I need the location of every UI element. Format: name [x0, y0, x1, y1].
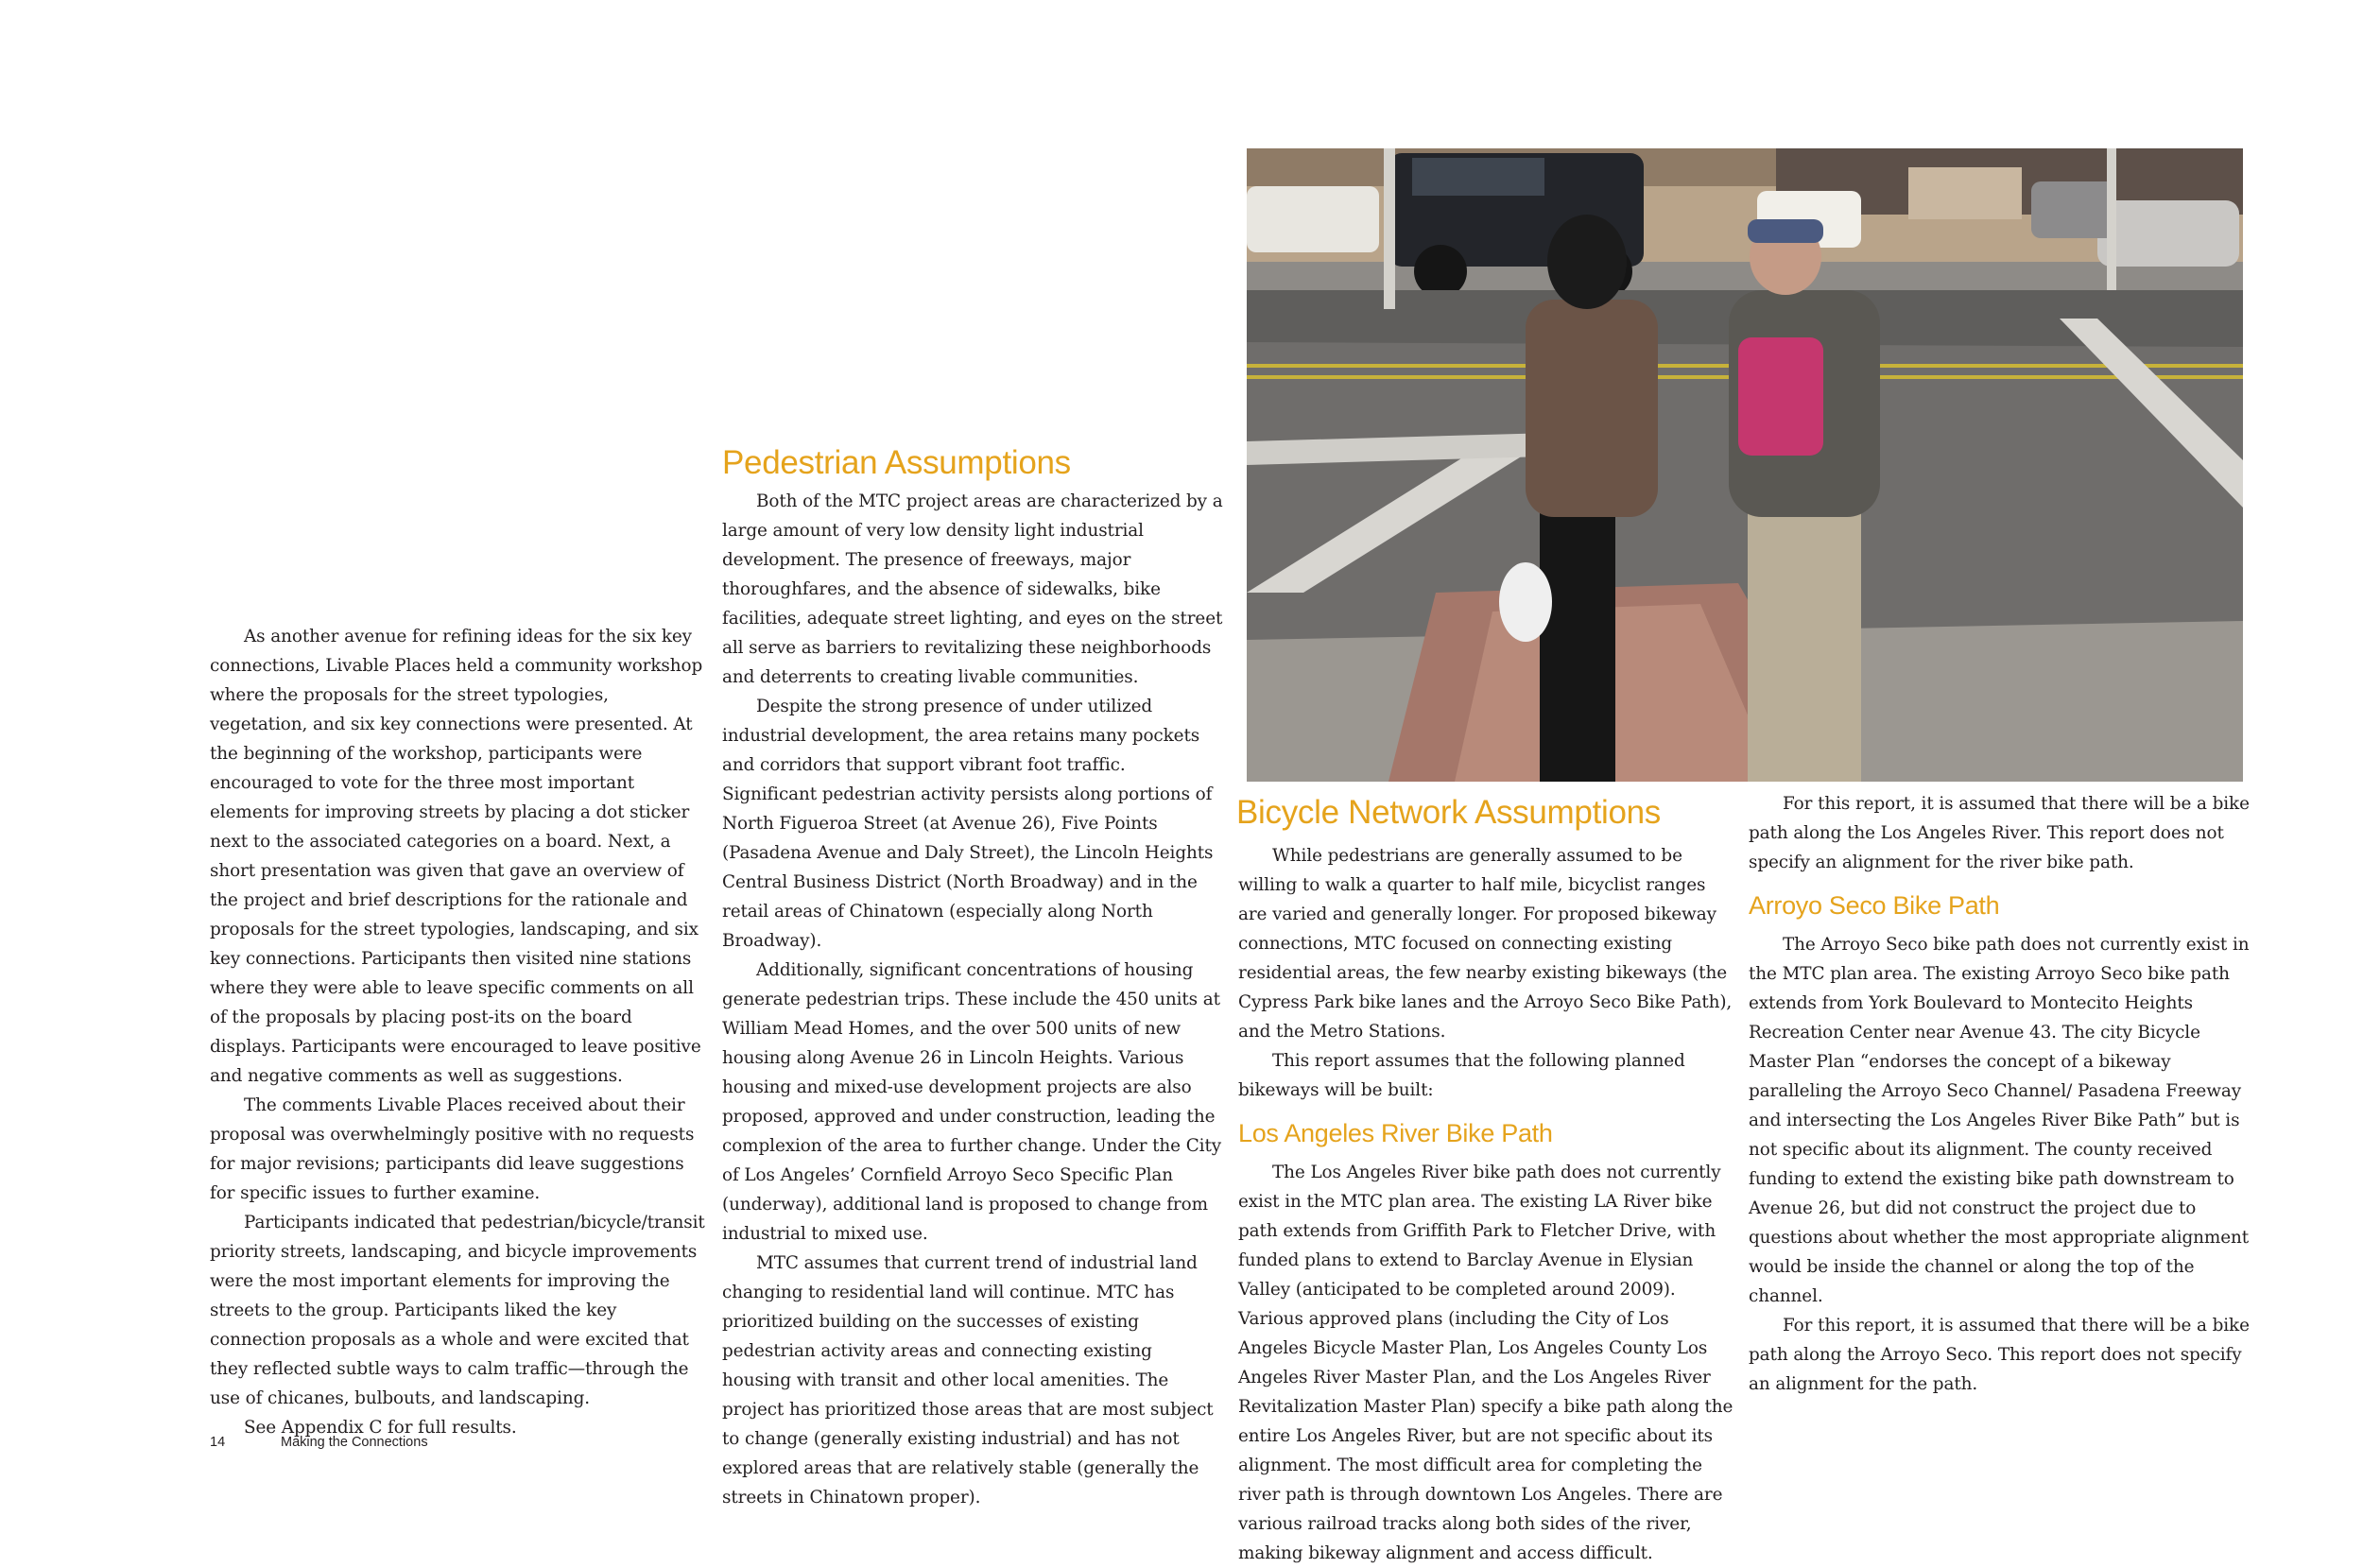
- bicycle-column-continued: [1749, 789, 2254, 1399]
- bicycle-network-assumptions-heading: Bicycle Network Assumptions: [1236, 794, 1662, 831]
- pedestrian-column: [722, 487, 1223, 1512]
- arroyo-paragraph: The Arroyo Seco bike path does not currently exist in the MTC plan area. The existing Arroyo Seco bike path extends from York Boulevard to Montecito Heights Recreation Center near Avenue 43. The city Bicycle Master Plan “endorses the concept of a bikeway paralleling the Arroyo Seco Channel/ Pasadena Freeway and intersecting the Los Angeles River Bike Path” but is not specific about its alignment. The county received funding to extend the existing bike path downstream to Avenue 26, but did not construct the project due to questions about whether the most appropriate alignment would be inside the channel or along the top of the channel.: [1749, 935, 2250, 1306]
- bicycle-column: [1238, 841, 1739, 1568]
- appendix-paragraph: See Appendix C for full results.: [244, 1418, 517, 1438]
- street-crossing-photo: [1247, 148, 2243, 782]
- bicycle-paragraph: This report assumes that the following planned bikeways will be built:: [1238, 1051, 1685, 1100]
- pedestrian-paragraph: MTC assumes that current trend of industrial land changing to residential land will continue. MTC has prioritized building on the successes of existing pedestrian activity areas and connecting existing housing with transit and other local amenities. The project has prioritized those areas that are most subject to change (generally existing industrial) and has not explored areas that are relatively stable (generally the streets in Chinatown proper).: [722, 1253, 1214, 1508]
- pedestrian-paragraph: Despite the strong presence of under utilized industrial development, the area retains many pockets and corridors that support vibrant foot traffic. Significant pedestrian activity persists along portions of North Figueroa Street (at Avenue 26), Five Points (Pasadena Avenue and Daly Street), the Lincoln Heights Central Business District (North Broadway) and in the retail areas of Chinatown (especially along North Broadway).: [722, 697, 1214, 951]
- page-number: 14: [210, 1435, 226, 1450]
- workshop-column: [210, 622, 711, 1442]
- bicycle-paragraph: While pedestrians are generally assumed to be willing to walk a quarter to half mile, bicyclist ranges are varied and generally longer. For proposed bikeway connections, MTC focused on connecting existing residential areas, the few nearby existing bikeways (the Cypress Park bike lanes and the Arroyo Seco Bike Path), and the Metro Stations.: [1238, 846, 1733, 1042]
- arroyo-paragraph: For this report, it is assumed that there will be a bike path along the Arroyo Seco. This report does not specify an alignment for the path.: [1749, 1316, 2250, 1394]
- arroyo-seco-bike-path-heading: Arroyo Seco Bike Path: [1749, 891, 2000, 920]
- la-river-paragraph: The Los Angeles River bike path does not currently exist in the MTC plan area. The existing LA River bike path extends from Griffith Park to Fletcher Drive, with funded plans to extend to Barclay Avenue in Elysian Valley (anticipated to be completed around 2009). Various approved plans (including the City of Los Angeles Bicycle Master Plan, Los Angeles County Los Angeles River Master Plan, and the Los Angeles River Revitalization Master Plan) specify a bike path along the entire Los Angeles River, but are not specific about its alignment. The most difficult area for completing the river path is through downtown Los Angeles. There are various railroad tracks along both sides of the river, making bikeway alignment and access difficult.: [1238, 1163, 1733, 1563]
- la-river-paragraph: For this report, it is assumed that there will be a bike path along the Los Angeles River. This report does not specify an alignment for the river bike path.: [1749, 794, 2250, 872]
- pedestrian-paragraph: Both of the MTC project areas are characterized by a large amount of very low density light industrial development. The presence of freeways, major thoroughfares, and the absence of sidewalks, bike facilities, adequate street lighting, and eyes on the street all serve as barriers to revitalizing these neighborhoods and deterrents to creating livable communities.: [722, 491, 1223, 687]
- participants-paragraph: Participants indicated that pedestrian/bicycle/transit priority streets, landscaping, and bicycle improvements were the most important elements for improving the streets to the group. Participants liked the key connection proposals as a whole and were excited that they reflected subtle ways to calm traffic—through the use of chicanes, bulbouts, and landscaping.: [210, 1213, 705, 1408]
- pedestrian-assumptions-heading: Pedestrian Assumptions: [722, 444, 1071, 481]
- la-river-bike-path-heading: Los Angeles River Bike Path: [1238, 1119, 1553, 1147]
- comments-paragraph: The comments Livable Places received about their proposal was overwhelmingly positive with no requests for major revisions; participants did leave suggestions for specific issues to further examine.: [210, 1095, 695, 1203]
- photo-illustration: [1247, 148, 2243, 782]
- pedestrian-paragraph: Additionally, significant concentrations of housing generate pedestrian trips. These include the 450 units at William Mead Homes, and the over 500 units of new housing along Avenue 26 in Lincoln Heights. Various housing and mixed-use development projects are also proposed, approved and under construction, leading the complexion of the area to further change. Under the City of Los Angeles’ Cornfield Arroyo Seco Specific Plan (underway), additional land is proposed to change from industrial to mixed use.: [722, 960, 1222, 1244]
- running-title: Making the Connections: [281, 1435, 428, 1450]
- workshop-paragraph: As another avenue for refining ideas for the six key connections, Livable Places held a community workshop where the proposals for the street typologies, vegetation, and six key connections were presented. At the beginning of the workshop, participants were encouraged to vote for the three most important elements for improving streets by placing a dot sticker next to the associated categories on a board. Next, a short presentation was given that gave an overview of the project and brief descriptions for the rationale and proposals for the street typologies, landscaping, and six key connections. Participants then visited nine stations where they were able to leave specific comments on all of the proposals by placing post-its on the board displays. Participants were encouraged to leave positive and negative comments as well as suggestions.: [210, 627, 703, 1086]
